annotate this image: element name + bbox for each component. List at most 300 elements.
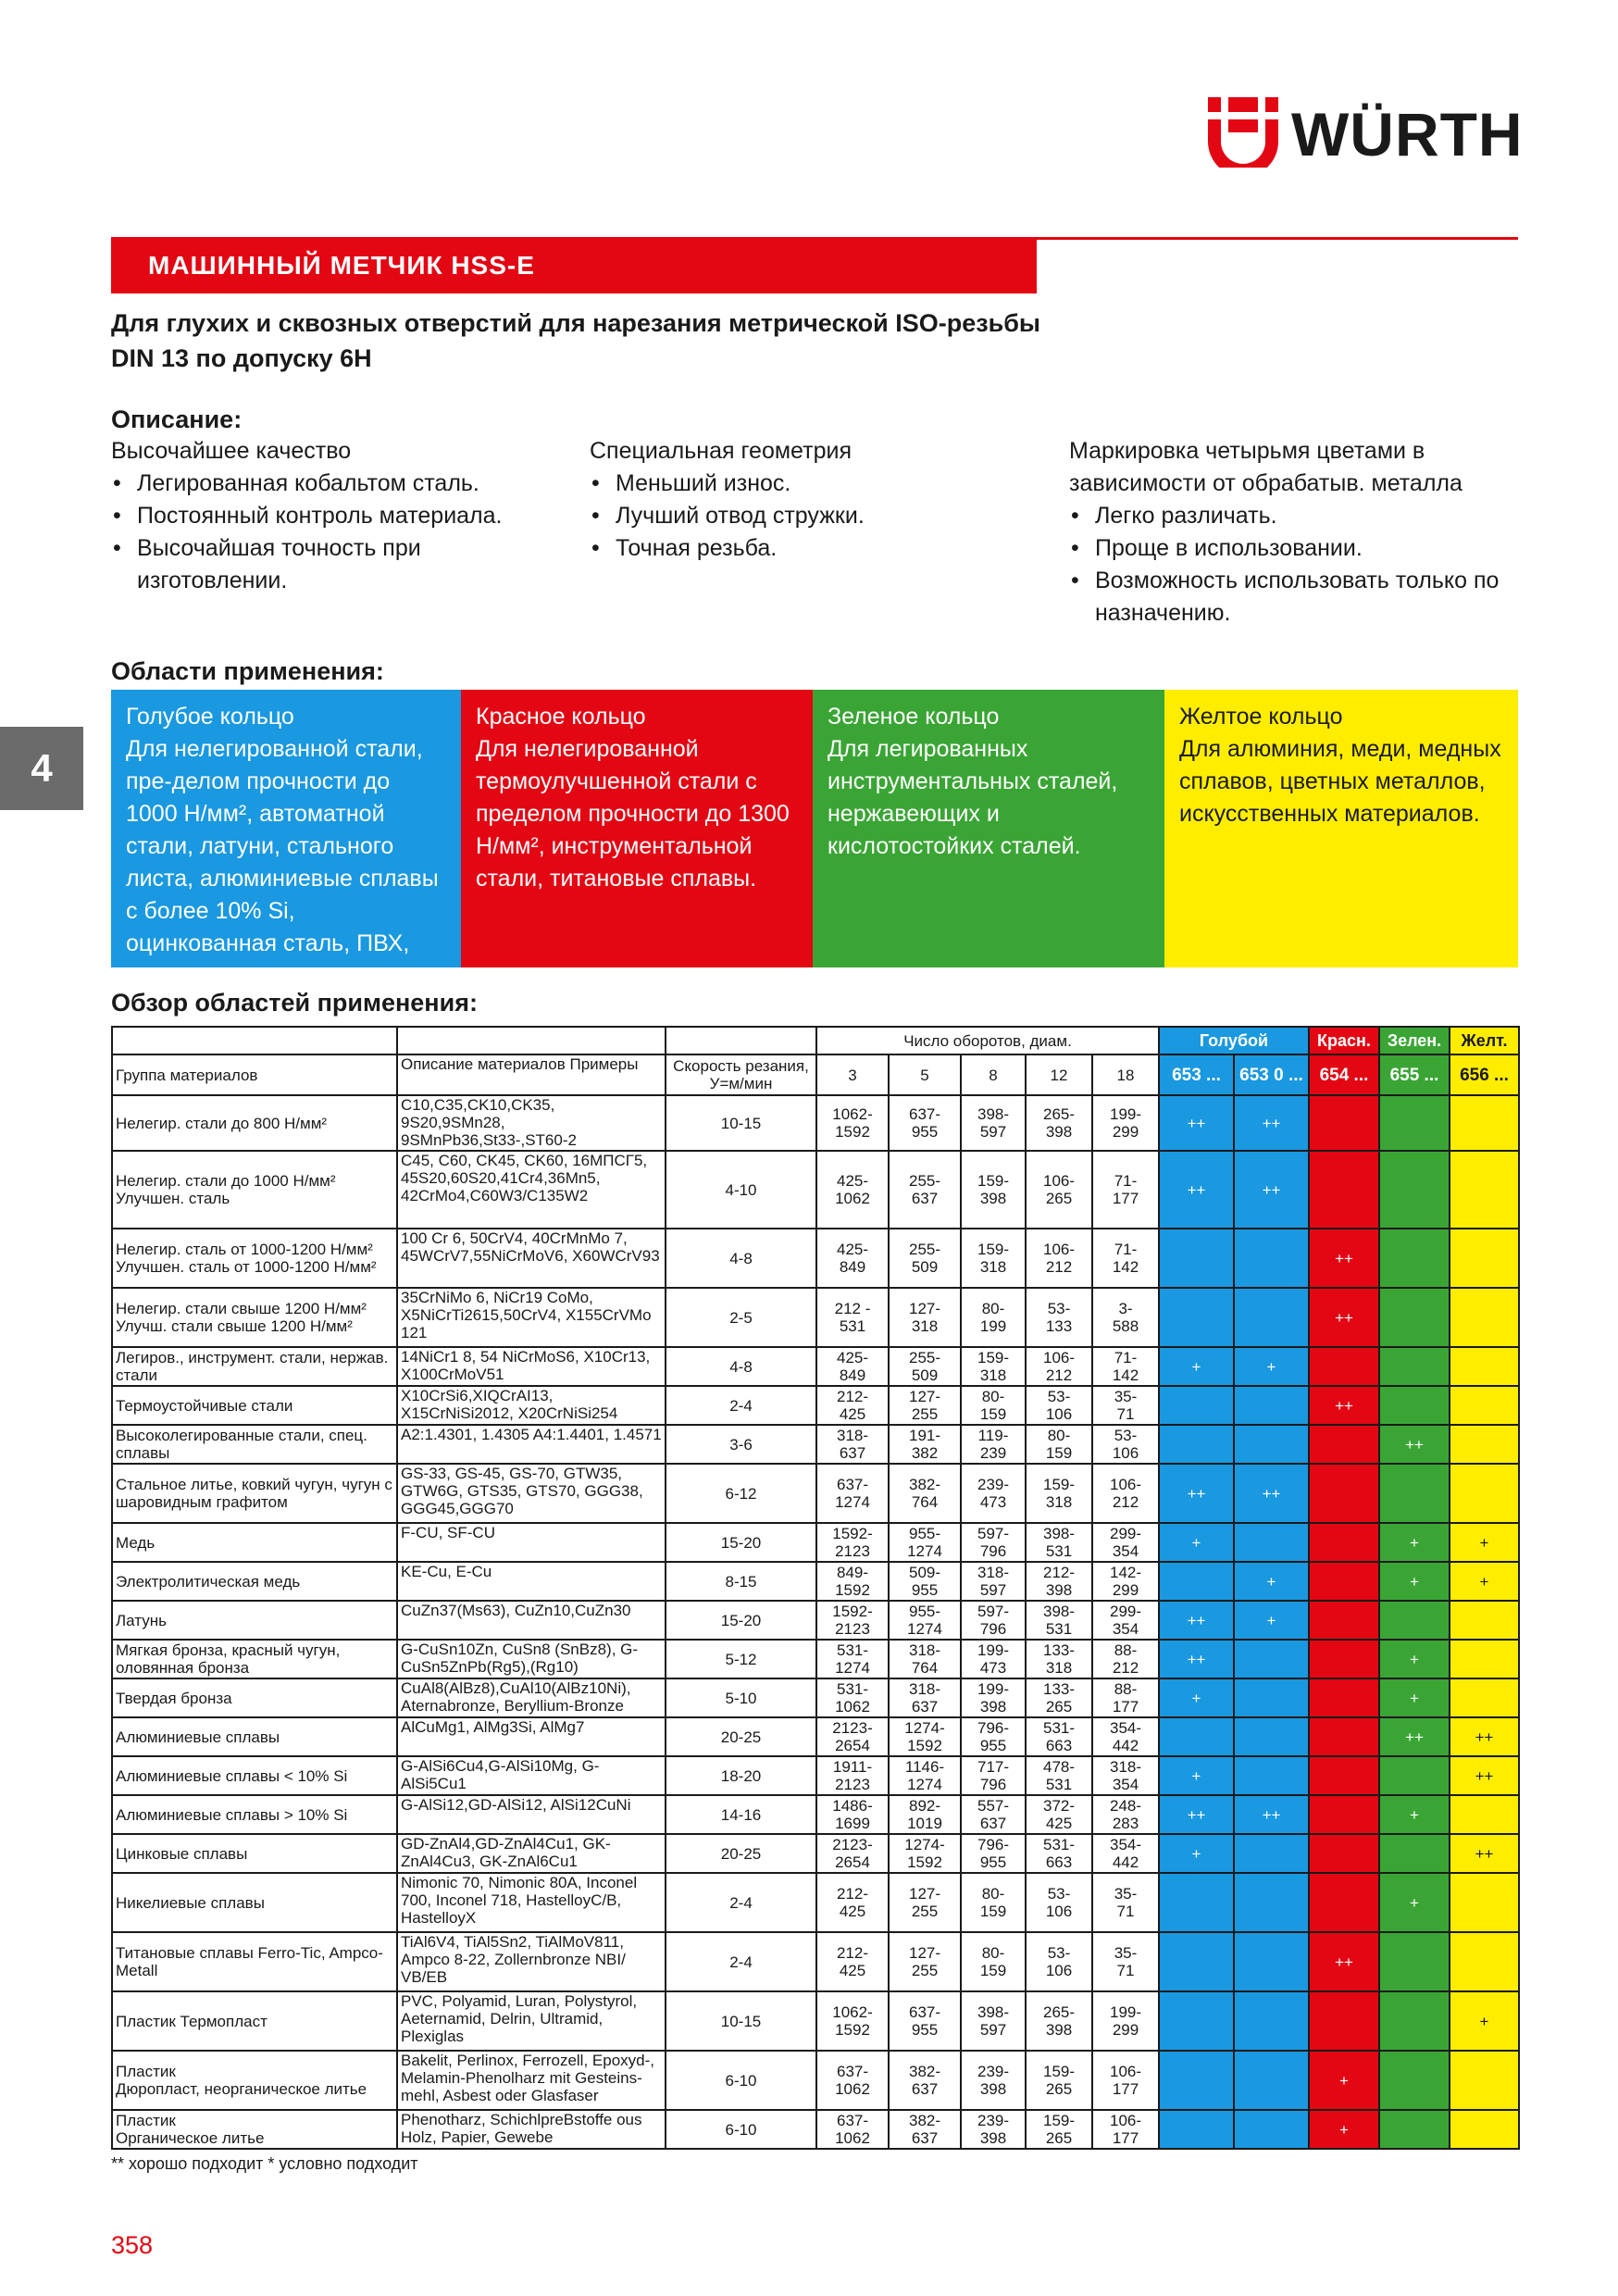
table-row [112, 1151, 1519, 1229]
suitability-cell: + [1379, 1795, 1450, 1834]
material-group-cell: Нелегир. сталь от 1000-1200 Н/мм² Улучшен. сталь от 1000-1200 Н/мм² [112, 1229, 397, 1288]
rpm-cell: 382- 764 [889, 1464, 961, 1523]
suitability-cell [1234, 1229, 1309, 1288]
suitability-cell: ++ [1450, 1834, 1519, 1873]
suitability-cell [1234, 1756, 1309, 1795]
material-group-cell: Алюминиевые сплавы < 10% Si [112, 1756, 397, 1795]
description-column-title: Специальная геометрия [590, 438, 852, 464]
rpm-cell: 212 - 531 [816, 1288, 889, 1347]
rpm-cell: 127- 255 [889, 1932, 961, 1991]
rpm-cell: 133- 265 [1026, 1678, 1092, 1717]
table-row [112, 1347, 1519, 1386]
rpm-cell: 106- 265 [1026, 1151, 1092, 1229]
blue-ring-box [111, 690, 461, 989]
rpm-cell: 398- 597 [961, 1095, 1026, 1151]
rpm-cell: 127- 255 [889, 1386, 961, 1425]
suitability-cell [1450, 1601, 1519, 1640]
suitability-cell [1159, 1562, 1234, 1601]
rpm-cell: 955- 1274 [889, 1601, 961, 1640]
rpm-cell: 531- 1062 [816, 1678, 889, 1717]
suitability-cell [1379, 2110, 1450, 2149]
header-diameter: 8 [961, 1054, 1026, 1095]
material-description-cell: Nimonic 70, Nimonic 80A, Inconel 700, Inconel 718, HastelloyC/B, HastelloyX [397, 1873, 666, 1932]
cutting-speed-cell: 2-4 [666, 1386, 816, 1425]
rpm-cell: 35- 71 [1092, 1932, 1159, 1991]
table-header-row [112, 1054, 1519, 1095]
material-description-cell: G-CuSn10Zn, CuSn8 (SnBz8), G-CuSn5ZnPb(Rg5),(Rg10) [397, 1640, 666, 1678]
rpm-cell: 597- 796 [961, 1601, 1026, 1640]
box-title: Желтое кольцо [1179, 704, 1343, 730]
rpm-cell: 53- 106 [1026, 1873, 1092, 1932]
suitability-cell [1234, 1717, 1309, 1756]
rpm-cell: 2123- 2654 [816, 1717, 889, 1756]
description-item: • Лучший отвод стружки. [590, 500, 1034, 532]
description-item: • Меньший износ. [590, 468, 1034, 500]
suitability-cell [1379, 1151, 1450, 1229]
description-item: • Проще в использовании. [1069, 532, 1523, 565]
suitability-cell [1234, 1932, 1309, 1991]
header-code: 656 ... [1450, 1054, 1519, 1095]
suitability-cell [1159, 1991, 1234, 2051]
suitability-cell [1379, 1095, 1450, 1151]
cutting-speed-cell: 15-20 [666, 1523, 816, 1562]
suitability-cell [1379, 2051, 1450, 2110]
suitability-cell: ++ [1234, 1151, 1309, 1229]
cutting-speed-cell: 8-15 [666, 1562, 816, 1601]
cutting-speed-cell: 20-25 [666, 1717, 816, 1756]
suitability-cell [1159, 2051, 1234, 2110]
cutting-speed-cell: 2-5 [666, 1288, 816, 1347]
suitability-cell [1450, 1873, 1519, 1932]
suitability-cell [1450, 1678, 1519, 1717]
material-description-cell: X10CrSi6,XIQCrAI13, X15CrNiSi2012, X20CrNiSi254 [397, 1386, 666, 1425]
suitability-cell: + [1159, 1347, 1234, 1386]
rpm-cell: 318- 637 [816, 1425, 889, 1464]
rpm-cell: 159- 318 [961, 1347, 1026, 1386]
red-ring-box [461, 690, 813, 967]
header-group: Группа материалов [112, 1054, 397, 1095]
rpm-cell: 106- 177 [1092, 2051, 1159, 2110]
suitability-cell [1379, 1834, 1450, 1873]
suitability-cell [1234, 1640, 1309, 1678]
rpm-cell: 159- 318 [961, 1229, 1026, 1288]
suitability-cell [1379, 1288, 1450, 1347]
suitability-cell: ++ [1309, 1932, 1379, 1991]
suitability-cell: + [1234, 1347, 1309, 1386]
rpm-cell: 239- 398 [961, 2051, 1026, 2110]
table-row [112, 1932, 1519, 1991]
suitability-cell [1309, 1095, 1379, 1151]
table-row [112, 1756, 1519, 1795]
suitability-cell [1450, 1229, 1519, 1288]
rpm-cell: 1274- 1592 [889, 1717, 961, 1756]
material-group-cell: Нелегир. стали до 1000 Н/мм² Улучшен. сталь [112, 1151, 397, 1229]
table-row [112, 1795, 1519, 1834]
suitability-cell: ++ [1159, 1640, 1234, 1678]
rpm-cell: 80- 159 [961, 1386, 1026, 1425]
suitability-cell: + [1450, 1523, 1519, 1562]
rpm-cell: 80- 159 [961, 1932, 1026, 1991]
suitability-cell [1450, 1288, 1519, 1347]
rpm-cell: 159- 318 [1026, 1464, 1092, 1523]
material-group-cell: Электролитическая медь [112, 1562, 397, 1601]
suitability-cell [1159, 2110, 1234, 2149]
rpm-cell: 398- 597 [961, 1991, 1026, 2051]
rpm-cell: 199- 299 [1092, 1991, 1159, 2051]
rpm-cell: 382- 637 [889, 2051, 961, 2110]
suitability-cell: + [1234, 1601, 1309, 1640]
suitability-cell [1234, 1678, 1309, 1717]
wurth-logo-mark-icon [1208, 97, 1278, 168]
suitability-cell [1309, 1464, 1379, 1523]
footnote: ** хорошо подходит * условно подходит [111, 2154, 418, 2173]
header-empty [112, 1027, 397, 1054]
rpm-cell: 372- 425 [1026, 1795, 1092, 1834]
cutting-speed-cell: 4-8 [666, 1229, 816, 1288]
rpm-cell: 248- 283 [1092, 1795, 1159, 1834]
rpm-cell: 191- 382 [889, 1425, 961, 1464]
applications-heading: Области применения: [111, 657, 384, 685]
suitability-cell: ++ [1379, 1425, 1450, 1464]
yellow-ring-box [1164, 690, 1518, 967]
suitability-cell [1159, 1288, 1234, 1347]
suitability-cell [1159, 1229, 1234, 1288]
rpm-cell: 88- 212 [1092, 1640, 1159, 1678]
box-text: Для алюминия, меди, медных сплавов, цветных металлов, искусственных материалов. [1179, 736, 1501, 827]
chapter-tab: 4 [0, 727, 83, 810]
rpm-cell: 597- 796 [961, 1523, 1026, 1562]
cutting-speed-cell: 6-10 [666, 2110, 816, 2149]
description-column-marking [1069, 435, 1523, 630]
description-item: • Легко различать. [1069, 500, 1523, 532]
rpm-cell: 142- 299 [1092, 1562, 1159, 1601]
cutting-speed-cell: 5-10 [666, 1678, 816, 1717]
material-description-cell: G-AlSi12,GD-AlSi12, AlSi12CuNi [397, 1795, 666, 1834]
header-yellow: Желт. [1450, 1027, 1519, 1054]
box-text: Для легированных инструментальных сталей, нержавеющих и кислотостойких сталей. [828, 736, 1118, 859]
suitability-cell [1450, 1386, 1519, 1425]
header-code: 654 ... [1309, 1054, 1379, 1095]
rpm-cell: 239- 398 [961, 2110, 1026, 2149]
suitability-cell: ++ [1450, 1756, 1519, 1795]
table-row [112, 1991, 1519, 2051]
rpm-cell: 106- 212 [1026, 1229, 1092, 1288]
rpm-cell: 53- 106 [1092, 1425, 1159, 1464]
suitability-cell: ++ [1159, 1151, 1234, 1229]
suitability-cell: ++ [1159, 1601, 1234, 1640]
rpm-cell: 239- 473 [961, 1464, 1026, 1523]
rpm-cell: 557- 637 [961, 1795, 1026, 1834]
cutting-speed-cell: 20-25 [666, 1834, 816, 1873]
rpm-cell: 80- 159 [1026, 1425, 1092, 1464]
cutting-speed-cell: 10-15 [666, 1991, 816, 2051]
suitability-cell: + [1379, 1562, 1450, 1601]
table-row [112, 1464, 1519, 1523]
suitability-cell: ++ [1379, 1717, 1450, 1756]
suitability-cell [1159, 1873, 1234, 1932]
suitability-cell: ++ [1234, 1795, 1309, 1834]
description-column-title: Маркировка четырьмя цветами в зависимости от обрабатыв. металла [1069, 438, 1462, 496]
cutting-speed-cell: 10-15 [666, 1095, 816, 1151]
rpm-cell: 398- 531 [1026, 1523, 1092, 1562]
suitability-cell [1309, 1562, 1379, 1601]
rpm-cell: 318- 764 [889, 1640, 961, 1678]
suitability-cell [1309, 1795, 1379, 1834]
rpm-cell: 1592- 2123 [816, 1523, 889, 1562]
description-item: • Постоянный контроль материала. [111, 500, 555, 532]
suitability-cell [1450, 1347, 1519, 1386]
suitability-cell [1379, 1601, 1450, 1640]
rpm-cell: 127- 318 [889, 1288, 961, 1347]
rpm-cell: 637- 955 [889, 1095, 961, 1151]
rpm-cell: 159- 265 [1026, 2051, 1092, 2110]
header-green: Зелен. [1379, 1027, 1450, 1054]
table-row [112, 1562, 1519, 1601]
material-group-cell: Титановые сплавы Ferro-Tic, Ampco-Metall [112, 1932, 397, 1991]
suitability-cell [1234, 1288, 1309, 1347]
header-speed: Скорость резания, У=м/мин [666, 1054, 816, 1095]
suitability-cell: ++ [1309, 1288, 1379, 1347]
suitability-cell [1234, 1425, 1309, 1464]
rpm-cell: 425- 849 [816, 1229, 889, 1288]
rpm-cell: 53- 106 [1026, 1932, 1092, 1991]
box-text: Для нелегированной стали, пре-делом прочности до 1000 Н/мм², автоматной стали, латуни, стального листа, алюминиевые сплавы с более 10% Si, оцинкованная сталь, ПВХ, медь, чугун. [126, 736, 439, 989]
suitability-cell [1309, 1678, 1379, 1717]
suitability-cell: ++ [1159, 1464, 1234, 1523]
suitability-cell [1450, 1464, 1519, 1523]
rpm-cell: 199- 398 [961, 1678, 1026, 1717]
description-column-title: Высочайшее качество [111, 438, 352, 464]
table-body [112, 1095, 1519, 2149]
table-row [112, 1640, 1519, 1678]
rpm-cell: 531- 1274 [816, 1640, 889, 1678]
suitability-cell: + [1309, 2110, 1379, 2149]
table-row [112, 1834, 1519, 1873]
suitability-cell: ++ [1234, 1095, 1309, 1151]
table-row [112, 1873, 1519, 1932]
rpm-cell: 382- 637 [889, 2110, 961, 2149]
rpm-cell: 1062- 1592 [816, 1095, 889, 1151]
header-code: 653 0 ... [1234, 1054, 1309, 1095]
material-description-cell: CuZn37(Ms63), CuZn10,CuZn30 [397, 1601, 666, 1640]
description-column-quality [111, 435, 555, 597]
material-group-cell: Алюминиевые сплавы [112, 1717, 397, 1756]
rpm-cell: 255- 509 [889, 1347, 961, 1386]
rpm-cell: 71- 177 [1092, 1151, 1159, 1229]
material-group-cell: Латунь [112, 1601, 397, 1640]
material-group-cell: Нелегир. стали до 800 Н/мм² [112, 1095, 397, 1151]
suitability-cell [1234, 2110, 1309, 2149]
table-header-row [112, 1027, 1519, 1054]
title-bar [111, 240, 1037, 293]
header-empty [666, 1027, 816, 1054]
rpm-cell: 1062- 1592 [816, 1991, 889, 2051]
rpm-cell: 354- 442 [1092, 1834, 1159, 1873]
suitability-cell [1234, 1991, 1309, 2051]
rpm-header: Число оборотов, диам. [816, 1027, 1159, 1054]
cutting-speed-cell: 6-10 [666, 2051, 816, 2110]
table-row [112, 1678, 1519, 1717]
suitability-cell [1450, 1151, 1519, 1229]
cutting-speed-cell: 6-12 [666, 1464, 816, 1523]
suitability-cell [1234, 2051, 1309, 2110]
header-red: Красн. [1309, 1027, 1379, 1054]
rpm-cell: 425- 849 [816, 1347, 889, 1386]
suitability-cell [1309, 1991, 1379, 2051]
box-title: Красное кольцо [476, 704, 646, 730]
suitability-cell: + [1234, 1562, 1309, 1601]
rpm-cell: 255- 509 [889, 1229, 961, 1288]
suitability-cell [1159, 1425, 1234, 1464]
material-description-cell: CuAl8(AlBz8),CuAl10(AlBz10Ni), Aternabronze, Beryllium-Bronze [397, 1678, 666, 1717]
rpm-cell: 2123- 2654 [816, 1834, 889, 1873]
box-text: Для нелегированной термоулучшенной стали с пределом прочности до 1300 Н/мм², инструментальной стали, титановые сплавы. [476, 736, 790, 892]
table-row [112, 1288, 1519, 1347]
overview-heading: Обзор областей применения: [111, 989, 478, 1017]
rpm-cell: 212- 425 [816, 1386, 889, 1425]
suitability-cell [1450, 1095, 1519, 1151]
suitability-cell [1450, 2110, 1519, 2149]
box-title: Зеленое кольцо [828, 704, 1000, 730]
rpm-cell: 299- 354 [1092, 1601, 1159, 1640]
material-description-cell: GS-33, GS-45, GS-70, GTW35, GTW6G, GTS35, GTS70, GGG38, GGG45,GGG70 [397, 1464, 666, 1523]
header-diameter: 3 [816, 1054, 889, 1095]
rpm-cell: 255- 637 [889, 1151, 961, 1229]
rpm-cell: 509- 955 [889, 1562, 961, 1601]
rpm-cell: 212- 398 [1026, 1562, 1092, 1601]
header-diameter: 12 [1026, 1054, 1092, 1095]
rpm-cell: 955- 1274 [889, 1523, 961, 1562]
material-description-cell: TiAl6V4, TiAl5Sn2, TiAlMoV811, Ampco 8-22, Zollernbronze NBI/ VB/EB [397, 1932, 666, 1991]
subtitle-line-2: DIN 13 по допуску 6H [111, 344, 372, 372]
material-group-cell: Алюминиевые сплавы > 10% Si [112, 1795, 397, 1834]
description-item: • Высочайшая точность при изготовлении. [111, 532, 555, 597]
suitability-cell [1309, 1151, 1379, 1229]
material-group-cell: Твердая бронза [112, 1678, 397, 1717]
rpm-cell: 478- 531 [1026, 1756, 1092, 1795]
rpm-cell: 212- 425 [816, 1932, 889, 1991]
suitability-cell [1234, 1523, 1309, 1562]
material-description-cell: Bakelit, Perlinox, Ferrozell, Epoxyd-, Melamin-Phenolharz mit Gesteins-mehl, Asbest oder Glasfaser [397, 2051, 666, 2110]
suitability-cell [1309, 1834, 1379, 1873]
rpm-cell: 637- 1062 [816, 2051, 889, 2110]
rpm-cell: 71- 142 [1092, 1229, 1159, 1288]
rpm-cell: 88- 177 [1092, 1678, 1159, 1717]
rpm-cell: 35- 71 [1092, 1386, 1159, 1425]
suitability-cell [1379, 1932, 1450, 1991]
suitability-cell: ++ [1159, 1795, 1234, 1834]
header-code: 655 ... [1379, 1054, 1450, 1095]
rpm-cell: 80- 159 [961, 1873, 1026, 1932]
suitability-cell [1379, 1347, 1450, 1386]
suitability-cell: + [1379, 1678, 1450, 1717]
table-row [112, 1386, 1519, 1425]
suitability-cell: + [1379, 1640, 1450, 1678]
description-item: • Возможность использовать только по назначению. [1069, 565, 1523, 630]
material-description-cell: C10,C35,CK10,CK35, 9S20,9SMn28, 9SMnPb36,St33-,ST60-2 [397, 1095, 666, 1151]
suitability-cell [1450, 1640, 1519, 1678]
header-blue: Голубой [1159, 1027, 1309, 1054]
suitability-cell: ++ [1309, 1386, 1379, 1425]
suitability-cell: + [1159, 1834, 1234, 1873]
suitability-cell: + [1450, 1991, 1519, 2051]
rpm-cell: 106- 212 [1092, 1464, 1159, 1523]
material-group-cell: Пластик Термопласт [112, 1991, 397, 2051]
rpm-cell: 531- 663 [1026, 1717, 1092, 1756]
material-group-cell: Термоустойчивые стали [112, 1386, 397, 1425]
suitability-cell [1234, 1386, 1309, 1425]
table-row [112, 1425, 1519, 1464]
suitability-cell: + [1379, 1873, 1450, 1932]
header-description: Описание материалов Примеры [397, 1054, 666, 1095]
suitability-cell [1234, 1873, 1309, 1932]
brand-name: WÜRTH [1291, 100, 1524, 168]
cutting-speed-cell: 5-12 [666, 1640, 816, 1678]
rpm-cell: 199- 473 [961, 1640, 1026, 1678]
suitability-cell [1234, 1834, 1309, 1873]
suitability-cell: ++ [1309, 1229, 1379, 1288]
material-group-cell: Стальное литье, ковкий чугун, чугун с шаровидным графитом [112, 1464, 397, 1523]
cutting-speed-cell: 4-10 [666, 1151, 816, 1229]
suitability-cell: + [1309, 2051, 1379, 2110]
table-row [112, 2110, 1519, 2149]
rpm-cell: 1274- 1592 [889, 1834, 961, 1873]
rpm-cell: 796- 955 [961, 1834, 1026, 1873]
material-group-cell: Высоколегированные стали, спец. сплавы [112, 1425, 397, 1464]
suitability-cell [1159, 1386, 1234, 1425]
rpm-cell: 80- 199 [961, 1288, 1026, 1347]
rpm-cell: 717- 796 [961, 1756, 1026, 1795]
rpm-cell: 796- 955 [961, 1717, 1026, 1756]
subtitle-line-1: Для глухих и сквозных отверстий для нарезания метрической ISO-резьбы [111, 309, 1040, 337]
header-diameter: 5 [889, 1054, 961, 1095]
rpm-cell: 637- 1062 [816, 2110, 889, 2149]
material-group-cell: Цинковые сплавы [112, 1834, 397, 1873]
rpm-cell: 849- 1592 [816, 1562, 889, 1601]
material-group-cell: Медь [112, 1523, 397, 1562]
rpm-cell: 53- 133 [1026, 1288, 1092, 1347]
table-row [112, 1717, 1519, 1756]
box-title: Голубое кольцо [126, 704, 294, 730]
header-code: 653 ... [1159, 1054, 1234, 1095]
suitability-cell [1450, 1795, 1519, 1834]
rpm-cell: 1486- 1699 [816, 1795, 889, 1834]
suitability-cell: ++ [1159, 1095, 1234, 1151]
rpm-cell: 212- 425 [816, 1873, 889, 1932]
rpm-cell: 127- 255 [889, 1873, 961, 1932]
rpm-cell: 531- 663 [1026, 1834, 1092, 1873]
suitability-cell [1159, 1932, 1234, 1991]
suitability-cell [1450, 2051, 1519, 2110]
rpm-cell: 3- 588 [1092, 1288, 1159, 1347]
suitability-cell [1309, 1347, 1379, 1386]
suitability-cell: + [1379, 1523, 1450, 1562]
rpm-cell: 265- 398 [1026, 1991, 1092, 2051]
rpm-cell: 119- 239 [961, 1425, 1026, 1464]
suitability-cell [1450, 1932, 1519, 1991]
rpm-cell: 133- 318 [1026, 1640, 1092, 1678]
rpm-cell: 1592- 2123 [816, 1601, 889, 1640]
rpm-cell: 106- 177 [1092, 2110, 1159, 2149]
cutting-speed-cell: 3-6 [666, 1425, 816, 1464]
suitability-cell [1309, 1425, 1379, 1464]
header-empty [397, 1027, 666, 1054]
rpm-cell: 53- 106 [1026, 1386, 1092, 1425]
suitability-cell [1309, 1717, 1379, 1756]
suitability-cell [1159, 1717, 1234, 1756]
material-description-cell: 14NiCr1 8, 54 NiCrMoS6, X10Cr13, X100CrMoV51 [397, 1347, 666, 1386]
material-description-cell: AlCuMg1, AlMg3Si, AlMg7 [397, 1717, 666, 1756]
